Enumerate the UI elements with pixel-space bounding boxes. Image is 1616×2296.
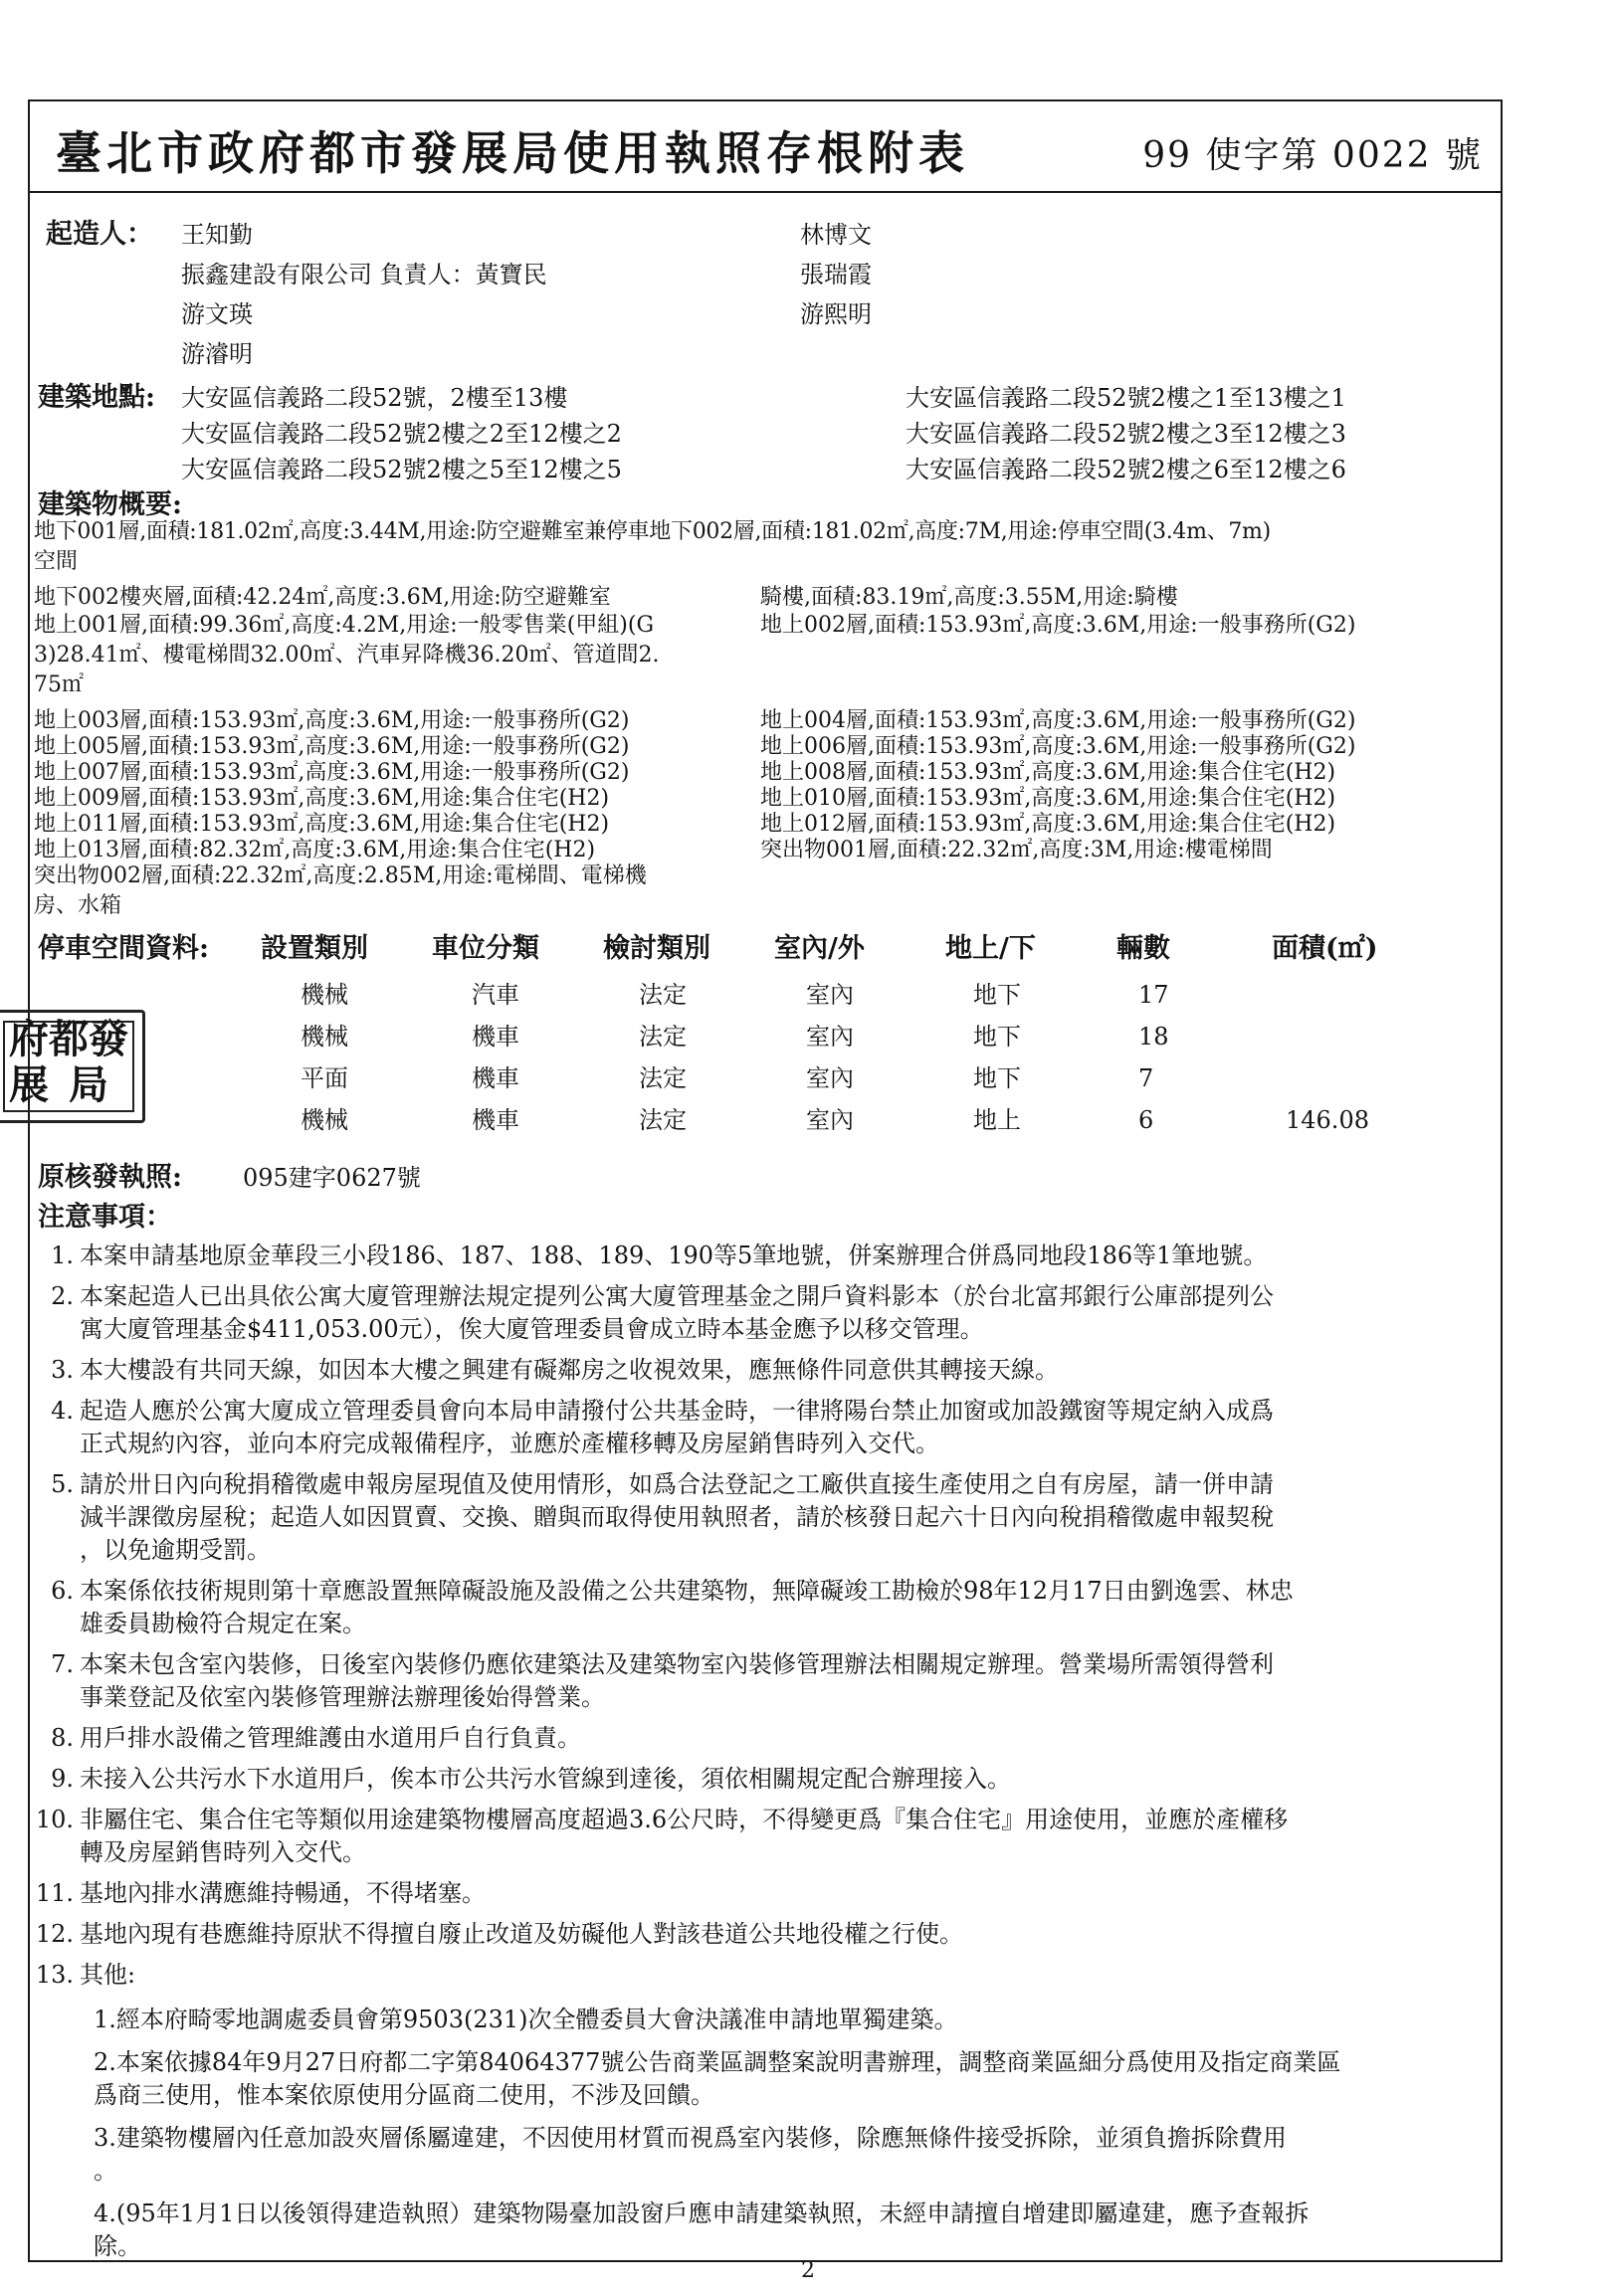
parking-header: 室內/外 [774, 933, 865, 964]
sub-note-text: 4.(95年1月1日以後領得建造執照）建築物陽臺加設窗戶應申請建築執照，未經申請擅自增建即屬違建，應予查報拆 [94, 2200, 1310, 2227]
floor-b002-mezz: 地下002樓夾層,面積:42.24㎡,高度:3.6M,用途:防空避難室 [34, 585, 611, 610]
floor-r002: 突出物002層,面積:22.32㎡,高度:2.85M,用途:電梯間、電梯機 [34, 863, 647, 888]
floor-row: 地上003層,面積:153.93㎡,高度:3.6M,用途:一般事務所(G2) [34, 708, 630, 733]
site-address: 大安區信義路二段52號2樓之1至13樓之1 [906, 384, 1346, 412]
sub-note-text: 爲商三使用，惟本案依原使用分區商二使用，不涉及回饋。 [94, 2081, 714, 2109]
note-text: 基地內現有巷應維持原狀不得擅自廢止改道及妨礙他人對該巷道公共地役權之行使。 [80, 1920, 963, 1948]
note-text: 減半課徵房屋稅；起造人如因買賣、交換、贈與而取得使用執照者，請於核發日起六十日內向稅捐稽徵處申報契稅 [80, 1503, 1274, 1531]
site-address: 大安區信義路二段52號2樓之5至12樓之5 [181, 456, 622, 483]
official-seal: 府 都 發 展 局 [0, 1010, 145, 1123]
parking-cell: 法定 [639, 1106, 687, 1134]
site-address: 大安區信義路二段52號，2樓至13樓 [181, 384, 568, 412]
parking-cell: 機車 [472, 1023, 519, 1051]
floor-row: 地上006層,面積:153.93㎡,高度:3.6M,用途:一般事務所(G2) [760, 734, 1356, 759]
overview-label: 建築物概要: [38, 489, 182, 520]
builder-name: 張瑞霞 [800, 261, 872, 288]
parking-cell: 地上 [973, 1106, 1021, 1134]
floor-row: 地上005層,面積:153.93㎡,高度:3.6M,用途:一般事務所(G2) [34, 734, 630, 759]
sub-note-text: 3.建築物樓層內任意加設夾層係屬違建，不因使用材質而視爲室內裝修，除應無條件接受拆除，並須負擔拆除費用 [94, 2124, 1287, 2152]
note-text: ，以免逾期受罰。 [80, 1536, 271, 1564]
floor-row: 地上013層,面積:82.32㎡,高度:3.6M,用途:集合住宅(H2) [34, 838, 596, 862]
note-text: 用戶排水設備之管理維護由水道用戶自行負責。 [80, 1724, 581, 1752]
note-number: 10. [35, 1806, 74, 1833]
parking-cell: 地下 [973, 1023, 1021, 1051]
builder-name: 林博文 [800, 221, 872, 249]
note-number: 11. [35, 1879, 74, 1907]
parking-cell: 機械 [301, 1106, 348, 1134]
parking-cell: 法定 [639, 1064, 687, 1092]
floor-g002: 地上002層,面積:153.93㎡,高度:3.6M,用途:一般事務所(G2) [760, 613, 1356, 638]
parking-cell: 機械 [301, 1023, 348, 1051]
floor-g001: 地上001層,面積:99.36㎡,高度:4.2M,用途:一般零售業(甲組)(G [34, 613, 655, 638]
parking-cell: 地下 [973, 1064, 1021, 1092]
floor-b001-cont: 空間 [34, 549, 79, 574]
site-address: 大安區信義路二段52號2樓之2至12樓之2 [181, 420, 622, 448]
note-number: 2. [51, 1282, 74, 1310]
note-text: 本案起造人已出具依公寓大廈管理辦法規定提列公寓大廈管理基金之開戶資料影本（於台北富邦銀行公庫部提列公 [80, 1282, 1274, 1310]
parking-header: 車位分類 [432, 933, 539, 964]
note-number: 6. [51, 1577, 74, 1605]
note-text: 本案申請基地原金華段三小段186、187、188、189、190等5筆地號，併案辦理合併爲同地段186等1筆地號。 [80, 1242, 1268, 1269]
note-number: 1. [51, 1242, 74, 1269]
parking-cell: 法定 [639, 1023, 687, 1051]
parking-label: 停車空間資料: [38, 933, 209, 964]
note-number: 5. [51, 1470, 74, 1498]
builder-name: 王知勤 [181, 221, 253, 249]
floor-row: 地上012層,面積:153.93㎡,高度:3.6M,用途:集合住宅(H2) [760, 812, 1336, 837]
floor-row: 地上009層,面積:153.93㎡,高度:3.6M,用途:集合住宅(H2) [34, 786, 610, 811]
floor-g001-cont: 3)28.41㎡、樓電梯間32.00㎡、汽車昇降機36.20㎡、管道間2. [34, 643, 660, 668]
note-text: 起造人應於公寓大廈成立管理委員會向本局申請撥付公共基金時，一律將陽台禁止加窗或加設鐵窗等規定納入成爲 [80, 1397, 1274, 1425]
floor-g001-cont: 75㎡ [34, 672, 84, 697]
page-title: 臺北市政府都市發展局使用執照存根附表 [56, 126, 969, 180]
parking-cell: 7 [1138, 1064, 1154, 1092]
note-text: 其他: [80, 1961, 136, 1989]
note-text: 請於卅日內向稅捐稽徵處申報房屋現值及使用情形，如爲合法登記之工廠供直接生產使用之自有房屋，請一併申請 [80, 1470, 1274, 1498]
parking-header: 面積(㎡) [1272, 933, 1378, 964]
builder-name: 游濬明 [181, 340, 253, 368]
note-text: 雄委員勘檢符合規定在案。 [80, 1610, 366, 1637]
original-permit-label: 原核發執照: [38, 1162, 182, 1193]
header [30, 101, 1501, 193]
floor-r002-cont: 房、水箱 [34, 893, 122, 918]
parking-cell: 146.08 [1286, 1106, 1369, 1134]
parking-cell: 汽車 [472, 981, 519, 1009]
parking-cell: 地下 [973, 981, 1021, 1009]
parking-cell: 6 [1138, 1106, 1154, 1134]
site-label: 建築地點: [38, 382, 155, 413]
parking-cell: 機車 [472, 1106, 519, 1134]
note-number: 8. [51, 1724, 74, 1752]
note-text: 轉及房屋銷售時列入交代。 [80, 1838, 366, 1866]
parking-cell: 室內 [806, 1023, 854, 1051]
floor-row: 地上007層,面積:153.93㎡,高度:3.6M,用途:一般事務所(G2) [34, 760, 630, 785]
parking-header: 檢討類別 [603, 933, 710, 964]
parking-header: 輛數 [1116, 933, 1170, 964]
note-text: 本案係依技術規則第十章應設置無障礙設施及設備之公共建築物，無障礙竣工勘檢於98年12月17日由劉逸雲、林忠 [80, 1577, 1294, 1605]
sub-note-text: 2.本案依據84年9月27日府都二字第84064377號公告商業區調整案說明書辦理，調整商業區細分爲使用及指定商業區 [94, 2048, 1341, 2076]
floor-row: 地上008層,面積:153.93㎡,高度:3.6M,用途:集合住宅(H2) [760, 760, 1336, 785]
notes-label: 注意事項： [38, 1202, 172, 1233]
builders-label: 起造人： [46, 219, 153, 250]
builder-name: 游文瑛 [181, 300, 253, 328]
parking-cell: 機車 [472, 1064, 519, 1092]
parking-cell: 室內 [806, 1064, 854, 1092]
parking-cell: 法定 [639, 981, 687, 1009]
builder-name: 振鑫建設有限公司 負責人：黃寶民 [181, 261, 547, 288]
parking-cell: 平面 [301, 1064, 348, 1092]
note-number: 13. [35, 1961, 74, 1989]
note-text: 本案未包含室內裝修，日後室內裝修仍應依建築法及建築物室內裝修管理辦法相關規定辦理。營業場所需領得營利 [80, 1650, 1274, 1678]
sub-note-text: 。 [94, 2157, 117, 2185]
builder-name: 游熙明 [800, 300, 872, 328]
floor-row: 地上011層,面積:153.93㎡,高度:3.6M,用途:集合住宅(H2) [34, 812, 610, 837]
note-text: 正式規約內容，並向本府完成報備程序，並應於產權移轉及房屋銷售時列入交代。 [80, 1430, 939, 1457]
parking-header: 設置類別 [261, 933, 368, 964]
floor-row: 突出物001層,面積:22.32㎡,高度:3M,用途:樓電梯間 [760, 838, 1273, 862]
sub-note-text: 除。 [94, 2232, 141, 2260]
floor-arcade: 騎樓,面積:83.19㎡,高度:3.55M,用途:騎樓 [760, 585, 1178, 610]
permit-number: 99 使字第 0022 號 [1142, 135, 1483, 176]
original-permit-value: 095建字0627號 [243, 1164, 421, 1192]
note-number: 12. [35, 1920, 74, 1948]
note-number: 9. [51, 1765, 74, 1793]
parking-header: 地上/下 [945, 933, 1036, 964]
note-number: 3. [51, 1356, 74, 1384]
note-number: 7. [51, 1650, 74, 1678]
parking-cell: 17 [1138, 981, 1169, 1009]
page-number: 2 [801, 2258, 815, 2283]
parking-cell: 18 [1138, 1023, 1169, 1051]
floor-row: 地上004層,面積:153.93㎡,高度:3.6M,用途:一般事務所(G2) [760, 708, 1356, 733]
document-frame [28, 99, 1503, 2262]
note-text: 寓大廈管理基金$411,053.00元），俟大廈管理委員會成立時本基金應予以移交管理。 [80, 1315, 984, 1343]
parking-cell: 室內 [806, 1106, 854, 1134]
note-text: 事業登記及依室內裝修管理辦法辦理後始得營業。 [80, 1683, 605, 1711]
site-address: 大安區信義路二段52號2樓之6至12樓之6 [906, 456, 1346, 483]
floor-b001: 地下001層,面積:181.02㎡,高度:3.44M,用途:防空避難室兼停車地下002層,面積:181.02㎡,高度:7M,用途:停車空間(3.4m、7m) [34, 519, 1271, 544]
parking-cell: 室內 [806, 981, 854, 1009]
note-text: 非屬住宅、集合住宅等類似用途建築物樓層高度超過3.6公尺時，不得變更爲『集合住宅』用途使用，並應於產權移 [80, 1806, 1289, 1833]
note-text: 未接入公共污水下水道用戶，俟本市公共污水管線到達後，須依相關規定配合辦理接入。 [80, 1765, 1011, 1793]
note-text: 本大樓設有共同天線，如因本大樓之興建有礙鄰房之收視效果，應無條件同意供其轉接天線。 [80, 1356, 1059, 1384]
site-address: 大安區信義路二段52號2樓之3至12樓之3 [906, 420, 1346, 448]
note-text: 基地內排水溝應維持暢通，不得堵塞。 [80, 1879, 486, 1907]
note-number: 4. [51, 1397, 74, 1425]
sub-note-text: 1.經本府畸零地調處委員會第9503(231)次全體委員大會決議准申請地單獨建築。 [94, 2006, 958, 2033]
parking-cell: 機械 [301, 981, 348, 1009]
floor-row: 地上010層,面積:153.93㎡,高度:3.6M,用途:集合住宅(H2) [760, 786, 1336, 811]
